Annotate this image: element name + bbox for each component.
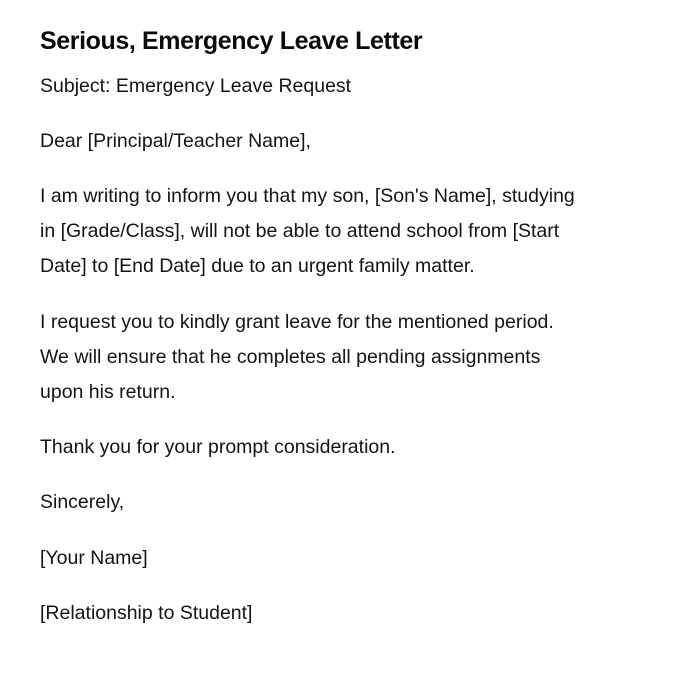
- signature-name: [Your Name]: [40, 547, 148, 569]
- paragraph-line: Date] to [End Date] due to an urgent family matter.: [40, 255, 475, 277]
- subject-line: Subject: Emergency Leave Request: [40, 75, 352, 97]
- body-paragraph-2: [40, 305, 640, 410]
- paragraph-line: in [Grade/Class], will not be able to attend school from [Start: [40, 220, 560, 242]
- relationship-to-student: [Relationship to Student]: [40, 602, 253, 624]
- thanks-line: Thank you for your prompt consideration.: [40, 436, 396, 458]
- body-paragraph-1: [40, 179, 640, 284]
- paragraph-line: We will ensure that he completes all pending assignments: [40, 346, 541, 368]
- salutation: Dear [Principal/Teacher Name],: [40, 130, 311, 152]
- paragraph-line: I request you to kindly grant leave for the mentioned period.: [40, 311, 554, 333]
- paragraph-line: upon his return.: [40, 381, 176, 403]
- letter-title: Serious, Emergency Leave Letter: [40, 27, 423, 55]
- closing: Sincerely,: [40, 491, 125, 513]
- paragraph-line: I am writing to inform you that my son, [Son's Name], studying: [40, 185, 575, 207]
